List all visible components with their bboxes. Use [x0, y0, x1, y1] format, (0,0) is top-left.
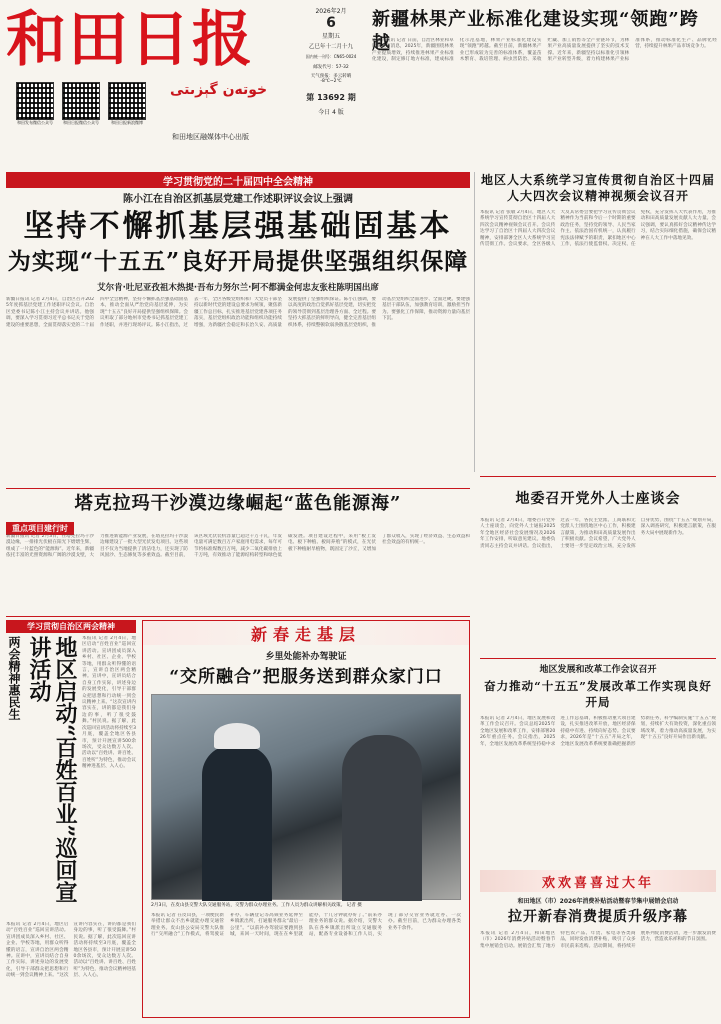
police-cap-icon [214, 723, 260, 749]
police-officer-figure [202, 745, 272, 901]
right-article-4-body: 本报讯 记者 2月4日，和田地区（市）2026年消费补贴活动暨春节集中展销会启动。展销会汇集了地方特色农产品、年货、家电等各类商品，同时发放消费补贴，吸引了众多市民前来选购。活动期间，将持续开展系列促消费活动，进一步激发消费活力，营造欢乐祥和的节日氛围。 [480, 931, 716, 949]
right-article-3-kicker: 地区发展和改革工作会议召开 [539, 665, 657, 675]
date-day: 6 [326, 15, 336, 31]
publisher: 和田地区融媒体中心出版 [172, 133, 249, 141]
right-article-4-kicker: 和田地区（市）2026年消费补贴活动暨春节集中展销会启动 [517, 898, 679, 905]
feature-banner [143, 621, 469, 645]
left-column [6, 636, 136, 1018]
story2-headline[interactable]: 塔克拉玛干沙漠边缘崛起“蓝色能源海” [74, 493, 402, 514]
key-project-tag: 重点项目建行时 [6, 522, 74, 535]
feature-body: 本报讯 记者 在皮山县，一项便民新举措让群众不出乡就能办理交通管理业务。皮山县公安局交警大队推行“交所融合”工作模式，将驾驶证补办、车辆登记等高频业务延伸至乡镇派出所，打通服务群众“最后一公里”。“以前补办驾驶证要跑到县城，来回一天时间，现在在乡里就能办，十几分钟就办好了。”前来办理业务的群众说。据介绍，交警大队在各乡镇派出所设立交通服务站，配备专业设备和工作人员，实现了部分交管业务就近办、一次办。截至目前，已为群众办理各类业务千余件。 [151, 913, 461, 938]
rule [6, 616, 470, 617]
citizen-figure [342, 735, 422, 901]
story2-body: 新疆日报讯 记者 2月3日，在塔克拉玛干沙漠边缘，一排排光伏板在阳光下熠熠生辉，组成了一片蓝色的“能源海”。近年来，新疆依托丰富的光照资源和广阔的沙漠戈壁，大力推进新能源产业发展，在塔克拉玛干沙漠边缘建设了一批大型光伏发电项目。这些项目不仅为当地提供了清洁电力，还实现了防风固沙、生态修复等多重效益。截至目前，该区域光伏装机容量已超过千万千瓦，年发电量可满足数百万户家庭用电需求，每年可节约标准煤数百万吨，减少二氧化碳排放上千万吨，有效推动了能源结构转型和绿色低碳发展。项目建设过程中，采用“板上发电、板下种植、板间养殖”的模式，在光伏板下种植耐旱植物，既固定了沙丘，又增加了群众收入，实现了经济效益、生态效益和社会效益的有机统一。 [6, 534, 470, 559]
right-article-1-headline[interactable]: 地区人大系统学习宣传贯彻自治区十四届人大四次会议精神视频会议召开 [480, 173, 715, 203]
issue-number: 第 13692 期 [306, 93, 356, 102]
lead-headline-2[interactable]: 为实现“十五五”良好开局提供坚强组织保障 [7, 248, 469, 275]
right-article-4-headline[interactable]: 拉开新春消费提质升级序幕 [508, 909, 688, 925]
qr-codes [16, 82, 156, 134]
qr-label: 和田发布微信公众号 [17, 120, 53, 125]
feature-kicker: 乡里处能补办驾驶证 [265, 652, 347, 662]
right-article-1 [480, 172, 716, 472]
rule [480, 658, 716, 659]
feature-photo[interactable] [151, 694, 461, 900]
cn-number: 国内统一刊号：CN65-0024 [305, 54, 357, 59]
rule [480, 476, 716, 477]
masthead-uyghur: خوتەن گېزىتى [170, 82, 268, 98]
lead-story [6, 190, 470, 485]
left-vertical-kicker: 两会精神惠民生 [7, 636, 21, 720]
qr-label: 和田日报微信公众号 [63, 120, 99, 125]
qr-code-icon[interactable] [62, 82, 100, 120]
left-column-body: 本报讯 记者 2月4日，地区启动“百姓百业”巡回宣讲活动。宣讲团成员深入乡村、社区、企业、学校等地，用群众听得懂的语言，宣讲自治区两会精神。宣讲中，宣讲员结合自身工作实际，讲述身边的发展变化，引导干部群众把思想和行动统一到会议精神上来。“这次宣讲内容实在，讲的都是我们身边的事，听了很受鼓舞。”村民说。据了解，此次巡回宣讲活动将持续至3月底，覆盖全地区各县市，预计开展宣讲500余场次，受众达数万人次。活动以“百姓讲、讲百姓、百姓听”为特色，推动会议精神进基层、入人心。 [82, 636, 136, 770]
theme-band: 学习贯彻党的二十届四中全会精神 [6, 172, 470, 188]
qr-code-icon[interactable] [108, 82, 146, 120]
masthead-title: 和田日报 [6, 5, 254, 75]
right-article-4 [480, 870, 716, 1018]
right-article-4-banner [480, 870, 716, 892]
date-year-month: 2026年2月 [315, 8, 347, 15]
feature-headline[interactable]: “交所融合”把服务送到群众家门口 [169, 667, 443, 687]
right-article-2-headline[interactable]: 地委召开党外人士座谈会 [515, 491, 681, 507]
left-column-tag: 学习贯彻自治区两会精神 [6, 620, 136, 633]
right-article-3-body: 本报讯 记者 2月4日，地区发展和改革工作会议召开。会议总结2025年全地区发展和改革工作，安排部署2026年重点任务。会议指出，2025年，全地区发展改革系统坚持稳中求进工作总基调，积极推动重大项目建设，扎实推进改革开放，地区经济保持稳中有进、持续向好态势。会议要求，2026年是“十五五”开局之年，全地区发展改革系统要准确把握新形势新任务，科学编制实施“十五五”规划，持续扩大有效投资，深化重点领域改革，着力推动高质量发展，为实现“十五五”良好开局作出新贡献。 [480, 716, 716, 747]
top-story-body: 新疆日报讯 记者 日前，自治区林业和草原局发布消息，2025年，新疆围绕林果产业提质增效，持续推进林果产业标准化建设，制定修订地方标准，建成标准化示范基地，林果产业标准化建设实现“领跑”跨越。截至目前，新疆林果产业已形成较为完善的标准体系，覆盖苗木繁育、栽培管理、病虫害防治、采收贮藏、加工销售等全产业链环节，为林果产业高质量发展提供了坚实的技术支撑。近年来，新疆坚持以标准化引领林果产业转型升级，着力构建林果产业标准体系，推动标准化生产、品牌化经营，持续提升林果产品市场竞争力。 [372, 38, 717, 63]
qr-code-icon[interactable] [16, 82, 54, 120]
feature-article [142, 620, 470, 1018]
feature-banner-text: 新春走基层 [250, 624, 361, 644]
left-vertical-headline[interactable]: 地区启动“百姓百业”巡回宣讲活动 [26, 636, 78, 904]
qr-label: 和田日报新浪微博 [111, 120, 143, 125]
rule [6, 488, 470, 489]
lead-byline: 艾尔肯·吐尼亚孜祖木热提·吾布力努尔兰·阿不都满金何忠友张柱陈明国出席 [97, 283, 379, 293]
lead-kicker: 陈小江在自治区抓基层党建工作述职评议会议上强调 [123, 194, 353, 205]
weather: 天气预报：多云转晴 [310, 74, 352, 79]
masthead [0, 0, 721, 148]
divider [474, 172, 475, 472]
weather-temp: -8℃~2℃ [320, 79, 342, 84]
right-article-1-body: 本报讯 记者 张敏 2月4日，地区人大系统学习宣传贯彻自治区十四届人大四次会议精神视频会议召开。会议传达学习了自治区十四届人大四次会议精神，安排部署全区人大系统学习宣传贯彻工作。会议要求，全区各级人大及其常委会要把学习宣传贯彻会议精神作为当前和今后一个时期的重要政治任务，坚持党的领导、人民当家作主、依法治国有机统一，认真履行宪法法律赋予的职责，紧扣地区中心工作，依法行使监督权、决定权、任免权，充分发挥人大代表作用，为推动和田高质量发展贡献人大力量。会议强调，要认真抓好会议精神传达学习，结合实际细化措施，确保会议精神在人大工作中落地见效。 [480, 210, 716, 248]
right-article-4-banner-text: 欢欢喜喜过大年 [541, 875, 654, 891]
right-article-2 [480, 480, 716, 655]
right-article-3 [480, 662, 716, 866]
left-column-body-more: 本报讯 记者 2月4日，地区启动“百姓百业”巡回宣讲活动。宣讲团成员深入乡村、社区、企业、学校等地，用群众听得懂的语言，宣讲自治区两会精神。宣讲中，宣讲员结合自身工作实际，讲述身边的发展变化，引导干部群众把思想和行动统一到会议精神上来。“这次宣讲内容实在，讲的都是我们身边的事，听了很受鼓舞。”村民说。据了解，此次巡回宣讲活动将持续至3月底，覆盖全地区各县市，预计开展宣讲500余场次，受众达数万人次。活动以“百姓讲、讲百姓、百姓听”为特色，推动会议精神进基层、入人心。 [6, 922, 136, 979]
date-lunar: 乙巳年十二月十九 [308, 44, 353, 50]
date-block [296, 6, 366, 142]
page-count: 今日 4 版 [318, 109, 344, 116]
right-article-2-body: 本报讯 记者 2月4日，地委召开党外人士座谈会，向党外人士通报2025年全地区经济社会发展情况及2026年工作安排，听取意见建议。地委负责同志主持会议并讲话。会议指出，过去一年，各民主党派、工商联和无党派人士围绕地区中心工作，积极建言献策，为推动和田高质量发展作出了积极贡献。会议希望，广大党外人士要进一步坚定政治立场，充分发挥自身优势，围绕“十五五”规划开局，深入调查研究，积极建言献策，在服务大局中展现新作为。 [480, 518, 716, 549]
lead-headline-1[interactable]: 坚持不懈抓基层强基础固基本 [23, 209, 453, 244]
lead-body: 新疆日报讯 记者 2月4日，自治区召开2025年度抓基层党建工作述职评议会议。自治区党委书记陈小江主持会议并讲话。他强调，要深入学习贯彻习近平总书记关于党的建设的重要思想，全面贯彻落实党的二十届四中全会精神，坚持不懈抓基层强基础固基本，推动全面从严治党向基层延伸，为实现“十五五”良好开局提供坚强组织保障。会议听取了部分地州市党委书记抓基层党建工作述职，并进行现场评议。陈小江指出，过去一年，全区各级党组织和广大党员干部坚持以新时代党的建设总要求为统领，聚焦新疆工作总目标，扎实推进基层党建各项任务落实，基层党组织政治功能和组织功能持续增强，为新疆社会稳定和长治久安、高质量发展提供了坚强组织保证。陈小江强调，要以高度的政治自觉抓好基层党建，切实把党的领导贯彻到基层治理各方面、全过程。要坚持大抓基层的鲜明导向，健全完善基层组织体系，持续整顿软弱涣散基层党组织，推动基层党组织全面进步、全面过硬。要建强基层干部队伍，加强教育培训，激励担当作为。要强化工作保障，推动资源力量向基层下沉。 [6, 297, 470, 328]
top-story-headline[interactable]: 新疆林果产业标准化建设实现“领跑”跨越 [372, 9, 699, 54]
postal-code: 邮发代号：57-32 [313, 65, 349, 70]
feature-caption: 2月3日，在皮山县交警大队交通服务站，交警为群众办理业务。工作人员为群众讲解相关政策。 记者 摄 [151, 903, 362, 908]
right-article-3-headline[interactable]: 奋力推动“十五五”发展改革工作实现良好开局 [484, 679, 712, 709]
date-weekday: 星期五 [321, 33, 340, 40]
